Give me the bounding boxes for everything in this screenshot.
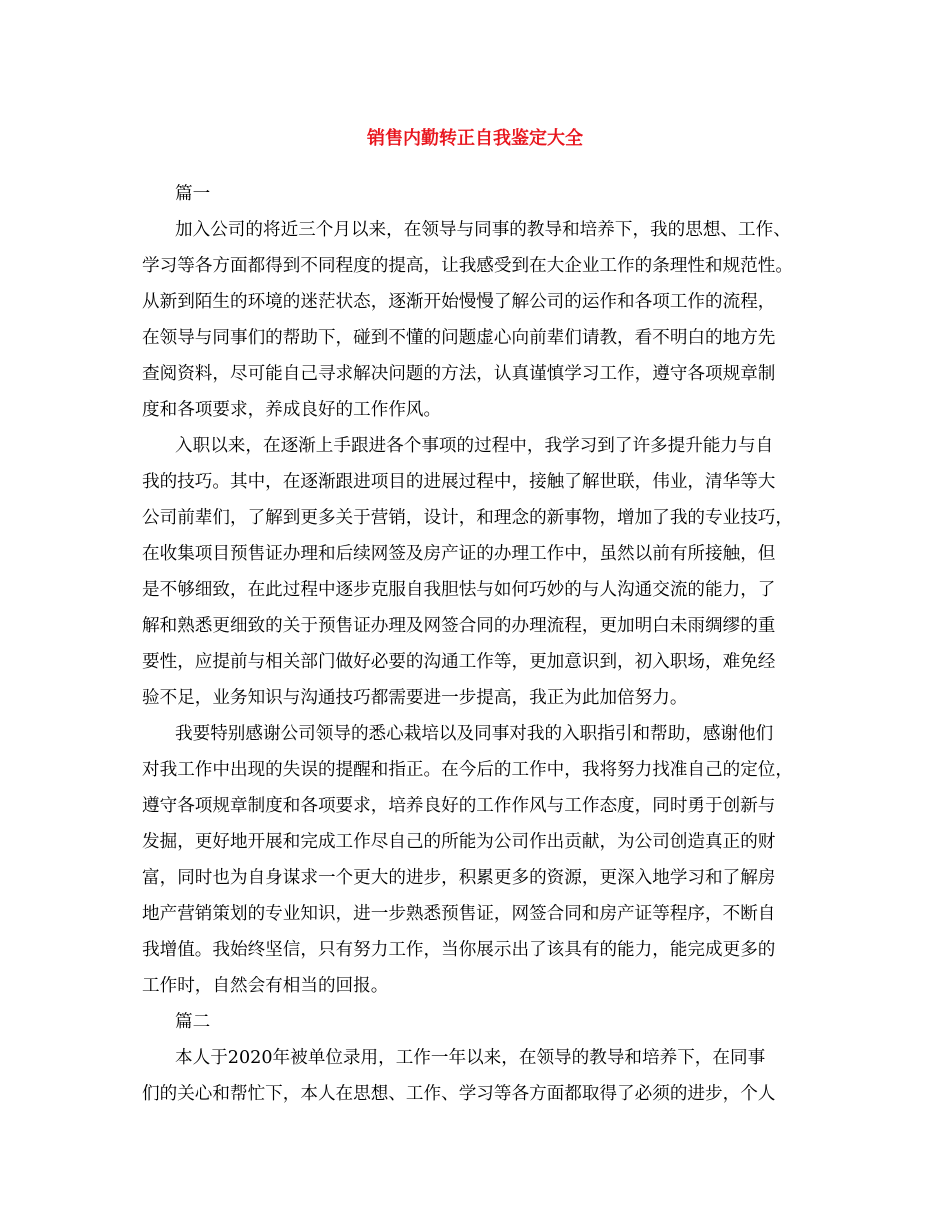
text-line: 入职以来，在逐渐上手跟进各个事项的过程中，我学习到了许多提升能力与自 <box>175 436 774 456</box>
text-line: 查阅资料，尽可能自己寻求解决问题的方法，认真谨慎学习工作，遵守各项规章制 <box>142 364 776 384</box>
section-heading-1: 篇一 <box>175 184 211 204</box>
text-line: 学习等各方面都得到不同程度的提高，让我感受到在大企业工作的条理性和规范性。 <box>142 256 793 276</box>
text-line: 们的关心和帮忙下，本人在思想、工作、学习等各方面都取得了必须的进步，个人 <box>142 1084 776 1104</box>
text-line: 度和各项要求，养成良好的工作作风。 <box>142 400 442 420</box>
text-line: 验不足，业务知识与沟通技巧都需要进一步提高，我正为此加倍努力。 <box>142 688 688 708</box>
text-line: 解和熟悉更细致的关于预售证办理及网签合同的办理流程，更加明白未雨绸缪的重 <box>142 616 776 636</box>
text-line: 在收集项目预售证办理和后续网签及房产证的办理工作中，虽然以前有所接触，但 <box>142 544 776 564</box>
text-line: 工作时，自然会有相当的回报。 <box>142 976 389 996</box>
text-line: 公司前辈们，了解到更多关于营销，设计，和理念的新事物，增加了我的专业技巧， <box>142 508 793 528</box>
document-title: 销售内勤转正自我鉴定大全 <box>367 128 583 149</box>
section-heading-2: 篇二 <box>175 1012 211 1032</box>
text-line: 加入公司的将近三个月以来，在领导与同事的教导和培养下，我的思想、工作、 <box>175 220 791 240</box>
text-line: 发掘，更好地开展和完成工作尽自己的所能为公司作出贡献，为公司创造真正的财 <box>142 832 776 852</box>
text-line: 要性，应提前与相关部门做好必要的沟通工作等，更加意识到，初入职场，难免经 <box>142 652 776 672</box>
text-line: 是不够细致，在此过程中逐步克服自我胆怯与如何巧妙的与人沟通交流的能力，了 <box>142 580 776 600</box>
text-line: 我要特别感谢公司领导的悉心栽培以及同事对我的入职指引和帮助，感谢他们 <box>175 724 774 744</box>
text-line: 我的技巧。其中，在逐渐跟进项目的进展过程中，接触了解世联，伟业，清华等大 <box>142 472 776 492</box>
text-line: 本人于2020年被单位录用，工作一年以来，在领导的教导和培养下，在同事 <box>175 1048 766 1068</box>
text-line: 从新到陌生的环境的迷茫状态，逐渐开始慢慢了解公司的运作和各项工作的流程， <box>142 292 776 312</box>
text-line: 遵守各项规章制度和各项要求，培养良好的工作作风与工作态度，同时勇于创新与 <box>142 796 776 816</box>
text-line: 对我工作中出现的失误的提醒和指正。在今后的工作中，我将努力找准自己的定位， <box>142 760 793 780</box>
text-line: 地产营销策划的专业知识，进一步熟悉预售证，网签合同和房产证等程序，不断自 <box>142 904 776 924</box>
text-line: 我增值。我始终坚信，只有努力工作，当你展示出了该具有的能力，能完成更多的 <box>142 940 776 960</box>
text-line: 富，同时也为自身谋求一个更大的进步，积累更多的资源，更深入地学习和了解房 <box>142 868 776 888</box>
text-line: 在领导与同事们的帮助下，碰到不懂的问题虚心向前辈们请教，看不明白的地方先 <box>142 328 776 348</box>
